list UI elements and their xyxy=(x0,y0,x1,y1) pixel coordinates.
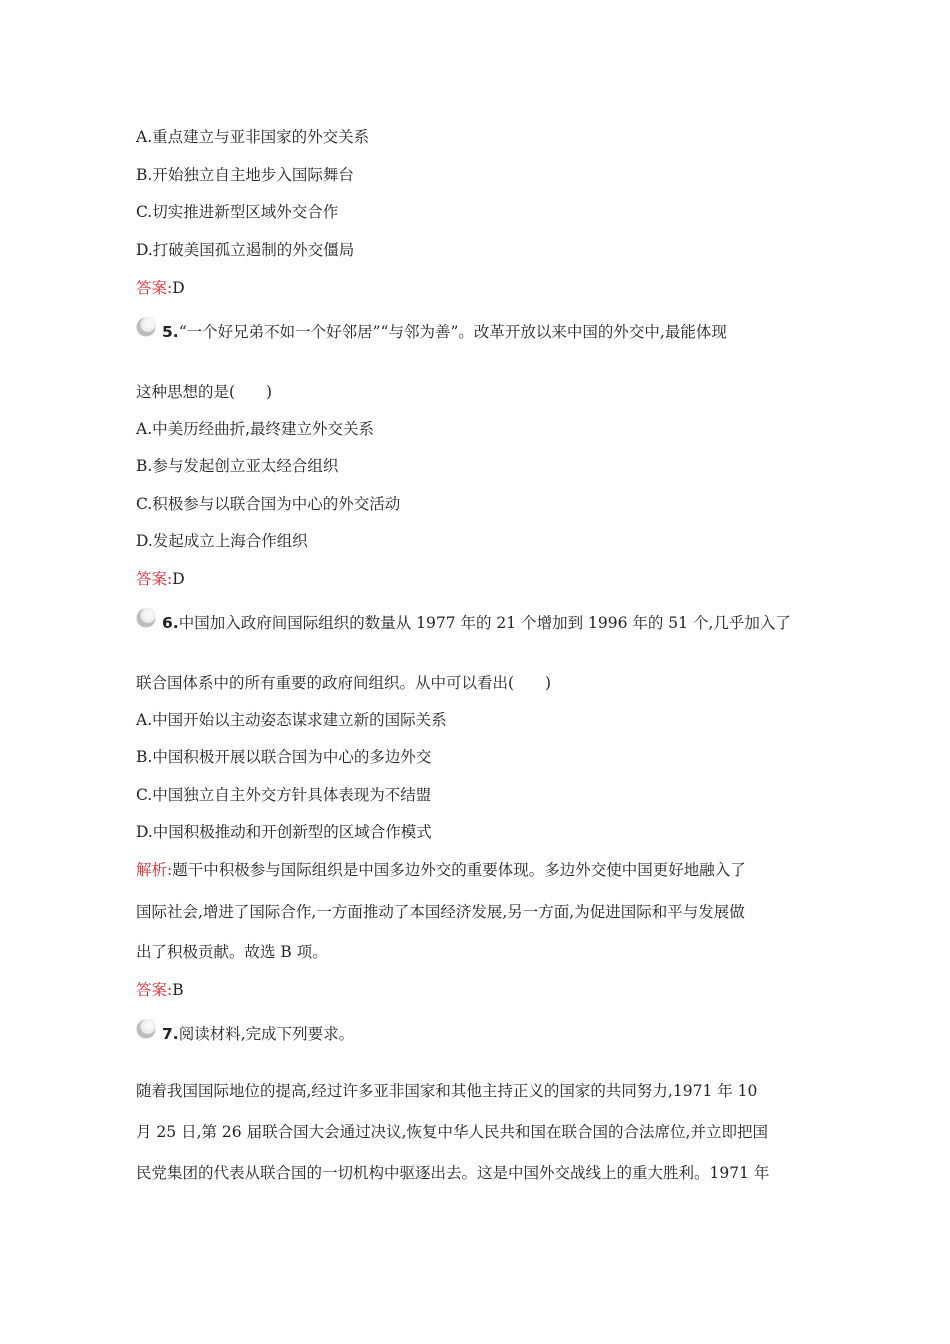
analysis-label: 解析: xyxy=(136,861,173,879)
q7-number: 7. xyxy=(162,1025,179,1043)
answer-value: D xyxy=(172,279,185,297)
question-marker-icon xyxy=(133,607,159,629)
q7-material-line2: 月 25 日,第 26 届联合国大会通过决议,恢复中华人民共和国在联合国的合法席位,并立即把国 xyxy=(136,1123,768,1141)
q6-option-d: D.中国积极推动和开创新型的区域合作模式 xyxy=(136,823,432,841)
question-marker-icon xyxy=(133,316,159,338)
answer-value: D xyxy=(172,570,185,588)
q6-option-c: C.中国独立自主外交方针具体表现为不结盟 xyxy=(136,786,432,804)
q6-stem-line2: 联合国体系中的所有重要的政府间组织。从中可以看出( ) xyxy=(136,674,552,692)
q7-stem-text: 阅读材料,完成下列要求。 xyxy=(178,1025,355,1043)
q4-option-d: D.打破美国孤立遏制的外交僵局 xyxy=(136,241,355,259)
question-marker-icon xyxy=(133,1018,159,1040)
q5-option-d: D.发起成立上海合作组织 xyxy=(136,532,308,550)
analysis-text: 题干中积极参与国际组织是中国多边外交的重要体现。多边外交使中国更好地融入了 xyxy=(172,861,746,879)
q6-option-b: B.中国积极开展以联合国为中心的多边外交 xyxy=(136,748,432,766)
answer-label: 答案: xyxy=(136,279,173,297)
q6-option-a: A.中国开始以主动姿态谋求建立新的国际关系 xyxy=(136,711,447,729)
q5-option-a: A.中美历经曲折,最终建立外交关系 xyxy=(136,420,375,438)
answer-label: 答案: xyxy=(136,570,173,588)
q7-material-line3: 民党集团的代表从联合国的一切机构中驱逐出去。这是中国外交战线上的重大胜利。1971 年 xyxy=(136,1164,770,1182)
q6-analysis-line1 xyxy=(136,860,746,880)
q7-stem xyxy=(162,1024,354,1044)
q4-option-c: C.切实推进新型区域外交合作 xyxy=(136,203,339,221)
q5-stem-text: “一个好兄弟不如一个好邻居”“与邻为善”。改革开放以来中国的外交中,最能体现 xyxy=(178,323,727,341)
q6-stem-text: 中国加入政府间国际组织的数量从 1977 年的 21 个增加到 1996 年的 51 个,几乎加入了 xyxy=(178,614,791,632)
q4-option-b: B.开始独立自主地步入国际舞台 xyxy=(136,166,354,184)
q7-material-line1: 随着我国国际地位的提高,经过许多亚非国家和其他主持正义的国家的共同努力,1971 年 10 xyxy=(136,1082,758,1100)
q5-option-c: C.积极参与以联合国为中心的外交活动 xyxy=(136,495,401,513)
q4-answer xyxy=(136,278,185,298)
q5-stem-line2: 这种思想的是( ) xyxy=(136,383,273,401)
q6-number: 6. xyxy=(162,614,179,632)
answer-value: B xyxy=(172,981,184,999)
q6-analysis-line2: 国际社会,增进了国际合作,一方面推动了本国经济发展,另一方面,为促进国际和平与发展做 xyxy=(136,903,745,921)
q6-stem-line1 xyxy=(162,613,791,633)
q5-option-b: B.参与发起创立亚太经合组织 xyxy=(136,457,339,475)
q5-answer xyxy=(136,569,185,589)
q6-analysis-line3: 出了积极贡献。故选 B 项。 xyxy=(136,943,328,961)
q5-stem-line1 xyxy=(162,322,727,342)
q5-number: 5. xyxy=(162,323,179,341)
answer-label: 答案: xyxy=(136,981,173,999)
q4-option-a: A.重点建立与亚非国家的外交关系 xyxy=(136,128,370,146)
q6-answer xyxy=(136,980,184,1000)
